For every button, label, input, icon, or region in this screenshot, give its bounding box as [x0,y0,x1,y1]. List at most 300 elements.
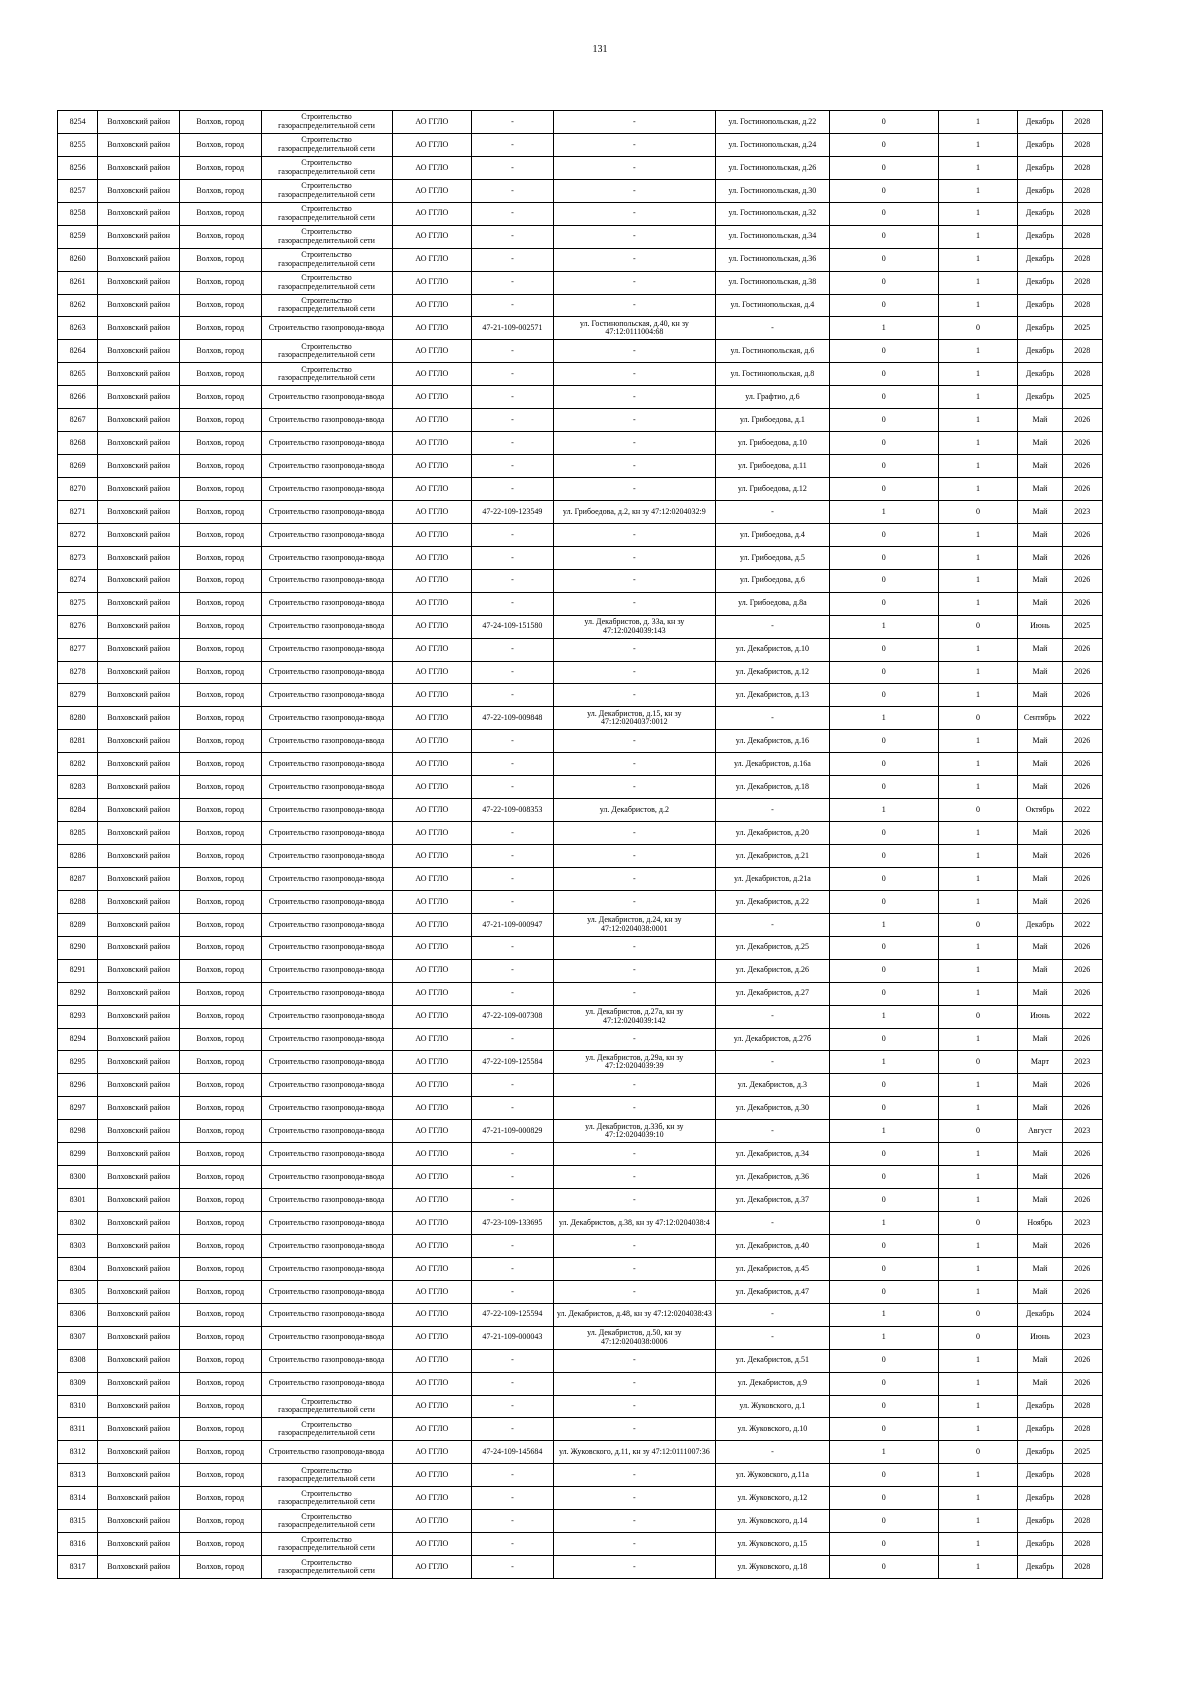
cell-year: 2026 [1062,409,1102,432]
cell-cadastral-address: - [553,1395,715,1418]
cell-organization: АО ГГЛО [392,294,472,317]
cell-flag-b: 1 [938,363,1018,386]
table-row [58,1257,1103,1280]
cell-year: 2026 [1062,753,1102,776]
cell-cadastral-address: - [553,1487,715,1510]
cell-num: 8304 [58,1257,98,1280]
cell-cadastral-address: - [553,225,715,248]
cell-district: Волховский район [98,1349,180,1372]
cell-month: Декабрь [1018,156,1062,179]
cell-permit: - [472,867,554,890]
table-row [58,179,1103,202]
cell-month: Декабрь [1018,1556,1062,1579]
cell-month: Май [1018,569,1062,592]
cell-district: Волховский район [98,409,180,432]
cell-flag-b: 1 [938,111,1018,134]
cell-address: ул. Грибоедова, д.5 [715,546,829,569]
cell-cadastral-address: - [553,867,715,890]
cell-settlement: Волхов, город [179,225,261,248]
cell-year: 2028 [1062,202,1102,225]
cell-month: Август [1018,1120,1062,1143]
cell-settlement: Волхов, город [179,111,261,134]
table-row [58,478,1103,501]
cell-flag-a: 0 [829,890,938,913]
cell-flag-b: 1 [938,546,1018,569]
cell-permit: - [472,294,554,317]
cell-flag-a: 0 [829,1533,938,1556]
cell-organization: АО ГГЛО [392,156,472,179]
cell-year: 2025 [1062,1441,1102,1464]
cell-flag-b: 1 [938,1395,1018,1418]
cell-address: - [715,707,829,730]
cell-num: 8298 [58,1120,98,1143]
cell-work-type: Строительство газопровода-ввода [261,913,392,936]
cell-settlement: Волхов, город [179,569,261,592]
cell-address: ул. Декабристов, д.16а [715,753,829,776]
cell-settlement: Волхов, город [179,1418,261,1441]
cell-flag-a: 0 [829,202,938,225]
cell-flag-b: 0 [938,500,1018,523]
cell-address: ул. Гостинопольская, д.4 [715,294,829,317]
cell-work-type: Строительство газопровода-ввода [261,478,392,501]
cell-flag-b: 1 [938,1372,1018,1395]
cell-settlement: Волхов, город [179,753,261,776]
cell-flag-a: 0 [829,1280,938,1303]
cell-settlement: Волхов, город [179,271,261,294]
cell-district: Волховский район [98,1189,180,1212]
cell-settlement: Волхов, город [179,1395,261,1418]
cell-address: ул. Декабристов, д.27 [715,982,829,1005]
table-row [58,592,1103,615]
cell-num: 8287 [58,867,98,890]
cell-settlement: Волхов, город [179,913,261,936]
cell-flag-a: 0 [829,1234,938,1257]
cell-month: Декабрь [1018,111,1062,134]
cell-district: Волховский район [98,1556,180,1579]
cell-district: Волховский район [98,1257,180,1280]
cell-organization: АО ГГЛО [392,1234,472,1257]
cell-work-type: Строительство газораспределительной сети [261,294,392,317]
cell-work-type: Строительство газопровода-ввода [261,661,392,684]
cell-num: 8314 [58,1487,98,1510]
cell-num: 8270 [58,478,98,501]
cell-work-type: Строительство газопровода-ввода [261,822,392,845]
cell-district: Волховский район [98,386,180,409]
cell-settlement: Волхов, город [179,1166,261,1189]
cell-settlement: Волхов, город [179,592,261,615]
cell-month: Май [1018,500,1062,523]
cell-year: 2024 [1062,1303,1102,1326]
cell-work-type: Строительство газопровода-ввода [261,1166,392,1189]
cell-num: 8308 [58,1349,98,1372]
cell-cadastral-address: - [553,1143,715,1166]
cell-num: 8280 [58,707,98,730]
cell-flag-a: 0 [829,523,938,546]
cell-work-type: Строительство газораспределительной сети [261,1487,392,1510]
cell-permit: - [472,845,554,868]
cell-year: 2028 [1062,271,1102,294]
cell-settlement: Волхов, город [179,363,261,386]
cell-address: - [715,913,829,936]
cell-settlement: Волхов, город [179,432,261,455]
cell-flag-a: 1 [829,1303,938,1326]
cell-flag-b: 0 [938,1303,1018,1326]
cell-cadastral-address: - [553,661,715,684]
cell-flag-a: 0 [829,409,938,432]
cell-work-type: Строительство газопровода-ввода [261,615,392,638]
cell-year: 2023 [1062,500,1102,523]
cell-organization: АО ГГЛО [392,890,472,913]
cell-work-type: Строительство газораспределительной сети [261,156,392,179]
cell-organization: АО ГГЛО [392,546,472,569]
cell-flag-a: 0 [829,179,938,202]
cell-num: 8303 [58,1234,98,1257]
cell-flag-b: 1 [938,730,1018,753]
cell-permit: - [472,432,554,455]
cell-address: ул. Декабристов, д.12 [715,661,829,684]
cell-num: 8307 [58,1326,98,1349]
cell-year: 2022 [1062,799,1102,822]
cell-cadastral-address: ул. Декабристов, д.29а, кн зу 47:12:0204039:39 [553,1051,715,1074]
cell-num: 8255 [58,133,98,156]
cell-settlement: Волхов, город [179,707,261,730]
cell-address: ул. Декабристов, д.36 [715,1166,829,1189]
cell-organization: АО ГГЛО [392,1303,472,1326]
cell-district: Волховский район [98,936,180,959]
cell-work-type: Строительство газопровода-ввода [261,386,392,409]
cell-cadastral-address: - [553,982,715,1005]
cell-work-type: Строительство газораспределительной сети [261,363,392,386]
cell-month: Май [1018,1257,1062,1280]
cell-district: Волховский район [98,156,180,179]
cell-work-type: Строительство газопровода-ввода [261,936,392,959]
cell-district: Волховский район [98,294,180,317]
cell-organization: АО ГГЛО [392,730,472,753]
cell-flag-b: 1 [938,1143,1018,1166]
cell-year: 2025 [1062,386,1102,409]
cell-district: Волховский район [98,1097,180,1120]
cell-work-type: Строительство газопровода-ввода [261,523,392,546]
cell-organization: АО ГГЛО [392,592,472,615]
table-row [58,799,1103,822]
cell-num: 8313 [58,1464,98,1487]
cell-month: Май [1018,478,1062,501]
cell-address: ул. Гостинопольская, д.38 [715,271,829,294]
cell-flag-b: 1 [938,890,1018,913]
cell-district: Волховский район [98,1510,180,1533]
cell-flag-a: 1 [829,1212,938,1235]
cell-num: 8292 [58,982,98,1005]
cell-year: 2026 [1062,1166,1102,1189]
cell-num: 8286 [58,845,98,868]
cell-work-type: Строительство газораспределительной сети [261,271,392,294]
cell-settlement: Волхов, город [179,936,261,959]
cell-year: 2026 [1062,776,1102,799]
cell-permit: 47-21-109-000829 [472,1120,554,1143]
cell-organization: АО ГГЛО [392,776,472,799]
cell-year: 2026 [1062,959,1102,982]
cell-num: 8273 [58,546,98,569]
cell-district: Волховский район [98,1005,180,1028]
cell-year: 2028 [1062,248,1102,271]
cell-month: Декабрь [1018,271,1062,294]
cell-work-type: Строительство газораспределительной сети [261,1533,392,1556]
cell-organization: АО ГГЛО [392,982,472,1005]
cell-flag-b: 1 [938,225,1018,248]
cell-cadastral-address: ул. Декабристов, д.27а, кн зу 47:12:0204039:142 [553,1005,715,1028]
cell-address: ул. Грибоедова, д.6 [715,569,829,592]
cell-address: - [715,1326,829,1349]
cell-num: 8267 [58,409,98,432]
cell-flag-a: 0 [829,363,938,386]
cell-year: 2025 [1062,615,1102,638]
cell-cadastral-address: - [553,1510,715,1533]
cell-address: - [715,1120,829,1143]
cell-settlement: Волхов, город [179,1097,261,1120]
cell-permit: 47-22-109-007308 [472,1005,554,1028]
cell-work-type: Строительство газопровода-ввода [261,799,392,822]
cell-district: Волховский район [98,340,180,363]
cell-work-type: Строительство газораспределительной сети [261,1510,392,1533]
cell-num: 8276 [58,615,98,638]
cell-organization: АО ГГЛО [392,1097,472,1120]
cell-year: 2023 [1062,1326,1102,1349]
cell-year: 2026 [1062,1143,1102,1166]
cell-address: ул. Гостинопольская, д.22 [715,111,829,134]
cell-address: ул. Жуковского, д.1 [715,1395,829,1418]
table-row [58,1533,1103,1556]
cell-permit: - [472,248,554,271]
cell-flag-a: 1 [829,615,938,638]
cell-month: Май [1018,1349,1062,1372]
cell-work-type: Строительство газопровода-ввода [261,890,392,913]
cell-cadastral-address: ул. Грибоедова, д.2, кн зу 47:12:0204032:9 [553,500,715,523]
cell-num: 8264 [58,340,98,363]
cell-work-type: Строительство газопровода-ввода [261,707,392,730]
cell-cadastral-address: - [553,432,715,455]
cell-work-type: Строительство газопровода-ввода [261,1349,392,1372]
cell-address: ул. Гостинопольская, д.32 [715,202,829,225]
cell-year: 2023 [1062,1051,1102,1074]
cell-cadastral-address: - [553,1372,715,1395]
cell-year: 2028 [1062,1487,1102,1510]
cell-district: Волховский район [98,478,180,501]
cell-month: Май [1018,890,1062,913]
cell-settlement: Волхов, город [179,1372,261,1395]
cell-work-type: Строительство газопровода-ввода [261,1280,392,1303]
cell-settlement: Волхов, город [179,867,261,890]
cell-district: Волховский район [98,455,180,478]
cell-work-type: Строительство газораспределительной сети [261,225,392,248]
cell-month: Декабрь [1018,386,1062,409]
cell-permit: - [472,1464,554,1487]
cell-flag-b: 0 [938,1326,1018,1349]
cell-permit: - [472,523,554,546]
table-row [58,638,1103,661]
cell-settlement: Волхов, город [179,1143,261,1166]
cell-flag-b: 1 [938,1418,1018,1441]
cell-month: Декабрь [1018,1487,1062,1510]
cell-flag-b: 1 [938,248,1018,271]
cell-cadastral-address: - [553,1464,715,1487]
table-row [58,500,1103,523]
cell-settlement: Волхов, город [179,1189,261,1212]
cell-permit: - [472,1349,554,1372]
cell-work-type: Строительство газораспределительной сети [261,133,392,156]
cell-cadastral-address: - [553,684,715,707]
cell-district: Волховский район [98,845,180,868]
cell-flag-a: 0 [829,111,938,134]
cell-year: 2028 [1062,1464,1102,1487]
cell-address: ул. Декабристов, д.10 [715,638,829,661]
cell-cadastral-address: - [553,1028,715,1051]
cell-organization: АО ГГЛО [392,569,472,592]
cell-organization: АО ГГЛО [392,638,472,661]
cell-num: 8289 [58,913,98,936]
cell-month: Декабрь [1018,1303,1062,1326]
cell-address: ул. Грибоедова, д.10 [715,432,829,455]
cell-address: - [715,500,829,523]
page-number: 131 [592,44,608,55]
cell-organization: АО ГГЛО [392,202,472,225]
cell-cadastral-address: ул. Декабристов, д.24, кн зу 47:12:0204038:0001 [553,913,715,936]
cell-cadastral-address: ул. Декабристов, д.38, кн зу 47:12:0204038:4 [553,1212,715,1235]
cell-settlement: Волхов, город [179,1303,261,1326]
cell-settlement: Волхов, город [179,1280,261,1303]
cell-permit: - [472,1510,554,1533]
cell-flag-a: 0 [829,1487,938,1510]
cell-address: ул. Декабристов, д.40 [715,1234,829,1257]
cell-organization: АО ГГЛО [392,1143,472,1166]
cell-work-type: Строительство газопровода-ввода [261,1005,392,1028]
cell-permit: - [472,1028,554,1051]
cell-flag-b: 1 [938,1349,1018,1372]
cell-num: 8263 [58,317,98,340]
cell-district: Волховский район [98,730,180,753]
cell-num: 8317 [58,1556,98,1579]
cell-flag-a: 0 [829,340,938,363]
cell-organization: АО ГГЛО [392,1349,472,1372]
cell-flag-b: 1 [938,569,1018,592]
cell-organization: АО ГГЛО [392,1280,472,1303]
cell-num: 8288 [58,890,98,913]
cell-settlement: Волхов, город [179,1234,261,1257]
table-row [58,523,1103,546]
cell-permit: - [472,1257,554,1280]
cell-district: Волховский район [98,1212,180,1235]
table-row [58,890,1103,913]
cell-work-type: Строительство газопровода-ввода [261,982,392,1005]
cell-month: Май [1018,523,1062,546]
cell-organization: АО ГГЛО [392,432,472,455]
cell-num: 8309 [58,1372,98,1395]
cell-permit: - [472,455,554,478]
cell-address: ул. Декабристов, д.47 [715,1280,829,1303]
cell-organization: АО ГГЛО [392,707,472,730]
cell-cadastral-address: - [553,730,715,753]
cell-organization: АО ГГЛО [392,753,472,776]
cell-address: ул. Декабристов, д.9 [715,1372,829,1395]
cell-cadastral-address: - [553,478,715,501]
cell-year: 2026 [1062,523,1102,546]
cell-settlement: Волхов, город [179,340,261,363]
cell-district: Волховский район [98,1303,180,1326]
cell-flag-a: 0 [829,730,938,753]
cell-permit: - [472,936,554,959]
cell-num: 8284 [58,799,98,822]
cell-address: - [715,1441,829,1464]
cell-address: ул. Декабристов, д.30 [715,1097,829,1120]
cell-flag-a: 0 [829,592,938,615]
cell-district: Волховский район [98,317,180,340]
cell-permit: - [472,730,554,753]
cell-flag-a: 0 [829,661,938,684]
table-row [58,936,1103,959]
gasification-table [57,110,1103,1579]
cell-settlement: Волхов, город [179,982,261,1005]
cell-flag-a: 0 [829,982,938,1005]
cell-district: Волховский район [98,638,180,661]
cell-settlement: Волхов, город [179,1510,261,1533]
cell-district: Волховский район [98,271,180,294]
cell-work-type: Строительство газопровода-ввода [261,455,392,478]
cell-num: 8293 [58,1005,98,1028]
cell-address: ул. Жуковского, д.14 [715,1510,829,1533]
table-row [58,156,1103,179]
cell-year: 2026 [1062,867,1102,890]
cell-work-type: Строительство газораспределительной сети [261,340,392,363]
table-row [58,1212,1103,1235]
cell-permit: 47-21-109-000947 [472,913,554,936]
cell-district: Волховский район [98,133,180,156]
cell-flag-a: 0 [829,156,938,179]
cell-year: 2026 [1062,822,1102,845]
cell-settlement: Волхов, город [179,317,261,340]
cell-work-type: Строительство газопровода-ввода [261,1097,392,1120]
cell-month: Март [1018,1051,1062,1074]
cell-permit: - [472,179,554,202]
cell-year: 2026 [1062,982,1102,1005]
cell-year: 2026 [1062,730,1102,753]
cell-permit: - [472,569,554,592]
cell-year: 2028 [1062,1395,1102,1418]
cell-cadastral-address: ул. Жуковского, д.11, кн зу 47:12:0111007:36 [553,1441,715,1464]
cell-district: Волховский район [98,202,180,225]
cell-address: ул. Гостинопольская, д.36 [715,248,829,271]
table-row [58,707,1103,730]
cell-year: 2028 [1062,340,1102,363]
cell-permit: 47-21-109-000043 [472,1326,554,1349]
cell-district: Волховский район [98,1372,180,1395]
cell-district: Волховский район [98,799,180,822]
cell-month: Декабрь [1018,294,1062,317]
cell-num: 8312 [58,1441,98,1464]
cell-num: 8274 [58,569,98,592]
cell-district: Волховский район [98,959,180,982]
cell-work-type: Строительство газопровода-ввода [261,753,392,776]
cell-cadastral-address: - [553,294,715,317]
cell-flag-b: 1 [938,455,1018,478]
cell-address: ул. Графтио, д.6 [715,386,829,409]
cell-work-type: Строительство газопровода-ввода [261,776,392,799]
cell-year: 2026 [1062,1280,1102,1303]
table-row [58,959,1103,982]
table-row [58,913,1103,936]
cell-year: 2026 [1062,592,1102,615]
cell-address: ул. Жуковского, д.11а [715,1464,829,1487]
cell-flag-b: 0 [938,1441,1018,1464]
cell-flag-a: 0 [829,569,938,592]
